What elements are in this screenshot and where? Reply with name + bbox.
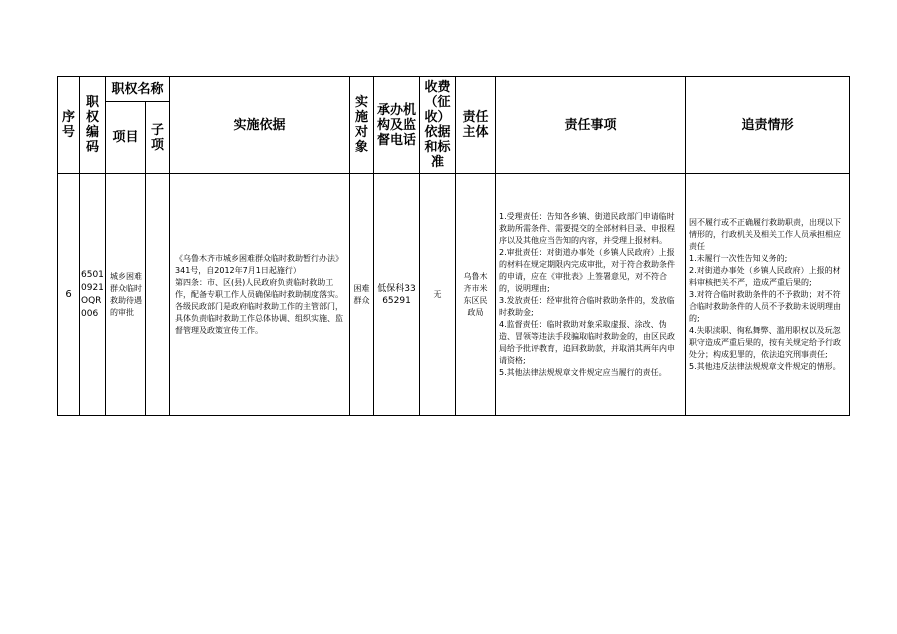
cell-subitem (146, 174, 170, 416)
header-subitem: 子项 (146, 102, 170, 174)
accountability-line: 3.对符合临时救助条件的不予救助；对不符合临时救助条件的人员不予救助未说明理由的; (689, 289, 842, 323)
cell-duties (496, 174, 686, 416)
header-basis: 实施依据 (170, 77, 350, 174)
cell-code: 65010921OQR006 (80, 174, 106, 416)
basis-line: 各级民政部门是政府临时救助工作的主管部门，具体负责临时救助工作总体协调、组织实施、监督管理及政策宣传工作。 (175, 301, 344, 335)
header-agency: 承办机构及监督电话 (374, 77, 420, 174)
header-fee: 收费（征收）依据和标准 (420, 77, 456, 174)
header-item: 项目 (106, 102, 146, 174)
header-subject: 责任主体 (456, 77, 496, 174)
cell-fee: 无 (420, 174, 456, 416)
header-seq: 序号 (58, 77, 80, 174)
duty-line: 4.监督责任：临时救助对象采取虚报、涂改、伪造、冒领等违法手段骗取临时救助金的，由区民政局给予批评教育，追回救助款，并取消其两年内申请资格; (499, 319, 676, 365)
cell-agency: 低保科3365291 (374, 174, 420, 416)
accountability-line: 4.失职渎职、徇私舞弊、滥用职权以及玩忽职守造成严重后果的，按有关规定给予行政处分；构成犯罪的，依法追究刑事责任; (689, 325, 842, 359)
basis-line: 第四条：市、区(县)人民政府负责临时救助工作，配备专职工作人员确保临时救助制度落实。 (175, 277, 344, 299)
duty-line: 3.发放责任：经审批符合临时救助条件的，发放临时救助金; (499, 295, 675, 317)
accountability-line: 因不履行或不正确履行救助职责，出现以下情形的，行政机关及相关工作人员承担相应责任 (689, 217, 842, 251)
cell-item: 城乡困难群众临时救助待遇的审批 (106, 174, 146, 416)
table-row (58, 174, 850, 416)
cell-seq: 6 (58, 174, 80, 416)
duty-line: 5.其他法律法规规章文件规定应当履行的责任。 (499, 367, 667, 377)
cell-subject: 乌鲁木齐市米东区民政局 (456, 174, 496, 416)
authority-table (57, 76, 850, 416)
header-code: 职权编码 (80, 77, 106, 174)
duty-line: 2.审批责任：对街道办事处（乡镇人民政府）上报的材料在规定期限内完成审批，对于符合救助条件的申请，应在《审批表》上签署意见，对不符合的，说明理由; (499, 247, 676, 293)
cell-accountability (686, 174, 850, 416)
basis-line: 《乌鲁木齐市城乡困难群众临时救助暂行办法》341号，自2012年7月1日起施行） (175, 253, 344, 275)
cell-basis (170, 174, 350, 416)
cell-target: 困难群众 (350, 174, 374, 416)
duty-line: 1.受理责任：告知各乡镇、街道民政部门申请临时救助所需条件、需要提交的全部材料目录、申报程序以及其他应当告知的内容，并受理上报材料。 (499, 211, 676, 245)
header-name-group: 职权名称 (106, 77, 170, 102)
accountability-line: 5.其他违反法律法规规章文件规定的情形。 (689, 361, 841, 371)
header-accountability: 追责情形 (686, 77, 850, 174)
accountability-line: 1.未履行一次性告知义务的; (689, 253, 788, 263)
header-duties: 责任事项 (496, 77, 686, 174)
header-target: 实施对象 (350, 77, 374, 174)
accountability-line: 2.对街道办事处（乡镇人民政府）上报的材料审核把关不严，造成严重后果的; (689, 265, 841, 287)
